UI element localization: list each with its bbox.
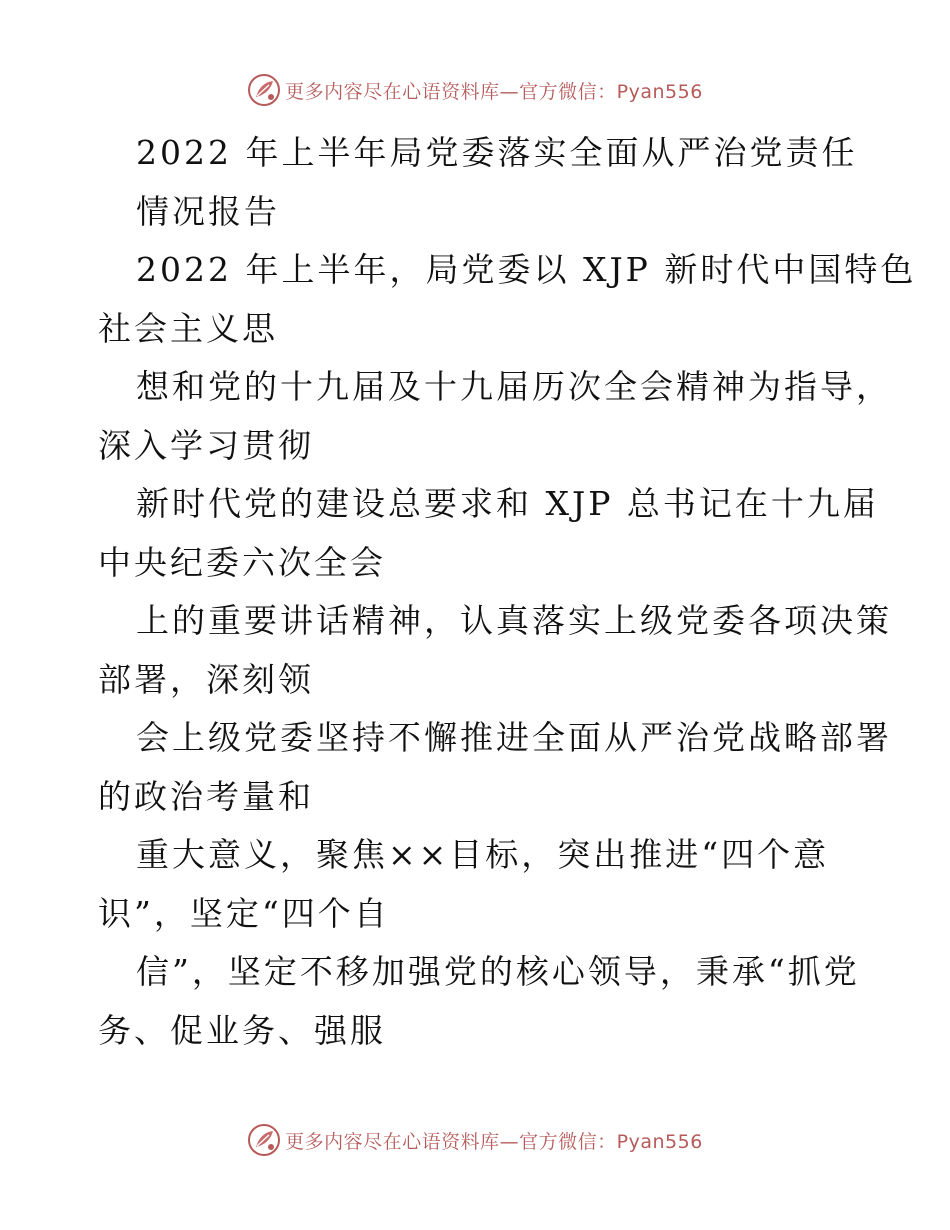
- watermark-contact: 官方微信：Pyan556: [519, 1130, 703, 1153]
- paragraph-line: 部署，深刻领: [98, 659, 314, 699]
- watermark-text: [285, 1127, 703, 1154]
- paragraph-line: 深入学习贯彻: [98, 425, 314, 465]
- watermark-contact: 官方微信：Pyan556: [519, 80, 703, 103]
- leaf-pen-logo-icon: [247, 1123, 281, 1157]
- paragraph-line: 想和党的十九届及十九届历次全会精神为指导，: [136, 367, 892, 406]
- paragraph-line: 上的重要讲话精神，认真落实上级党委各项决策: [136, 601, 892, 640]
- paragraph-line: 社会主义思: [98, 308, 278, 348]
- watermark-text: [285, 77, 703, 104]
- paragraph-line: 重大意义，聚焦××目标，突出推进“四个意: [136, 835, 830, 874]
- title-line-1: 2022 年上半年局党委落实全面从严治党责任: [136, 133, 858, 172]
- paragraph-line: 务、促业务、强服: [98, 1010, 386, 1050]
- paragraph-line: 识”，坚定“四个自: [98, 893, 390, 933]
- watermark-banner-bottom: [0, 1120, 950, 1160]
- watermark-site: 更多内容尽在心语资料库: [285, 1130, 500, 1153]
- paragraph-line: 信”，坚定不移加强党的核心领导，秉承“抓党: [136, 952, 860, 991]
- leaf-pen-logo-icon: [247, 73, 281, 107]
- watermark-site: 更多内容尽在心语资料库: [285, 80, 500, 103]
- paragraph-line: 会上级党委坚持不懈推进全面从严治党战略部署: [136, 718, 892, 757]
- watermark-banner-top: [0, 70, 950, 110]
- watermark-dash: —: [499, 1130, 520, 1153]
- paragraph-line: 的政治考量和: [98, 776, 314, 816]
- title-line-2: 情况报告: [136, 191, 280, 231]
- paragraph-line: 中央纪委六次全会: [98, 542, 386, 582]
- paragraph-line: 2022 年上半年，局党委以 XJP 新时代中国特色: [136, 250, 917, 289]
- paragraph-line: 新时代党的建设总要求和 XJP 总书记在十九届: [136, 484, 879, 523]
- document-body: [98, 124, 917, 1060]
- watermark-dash: —: [499, 80, 520, 103]
